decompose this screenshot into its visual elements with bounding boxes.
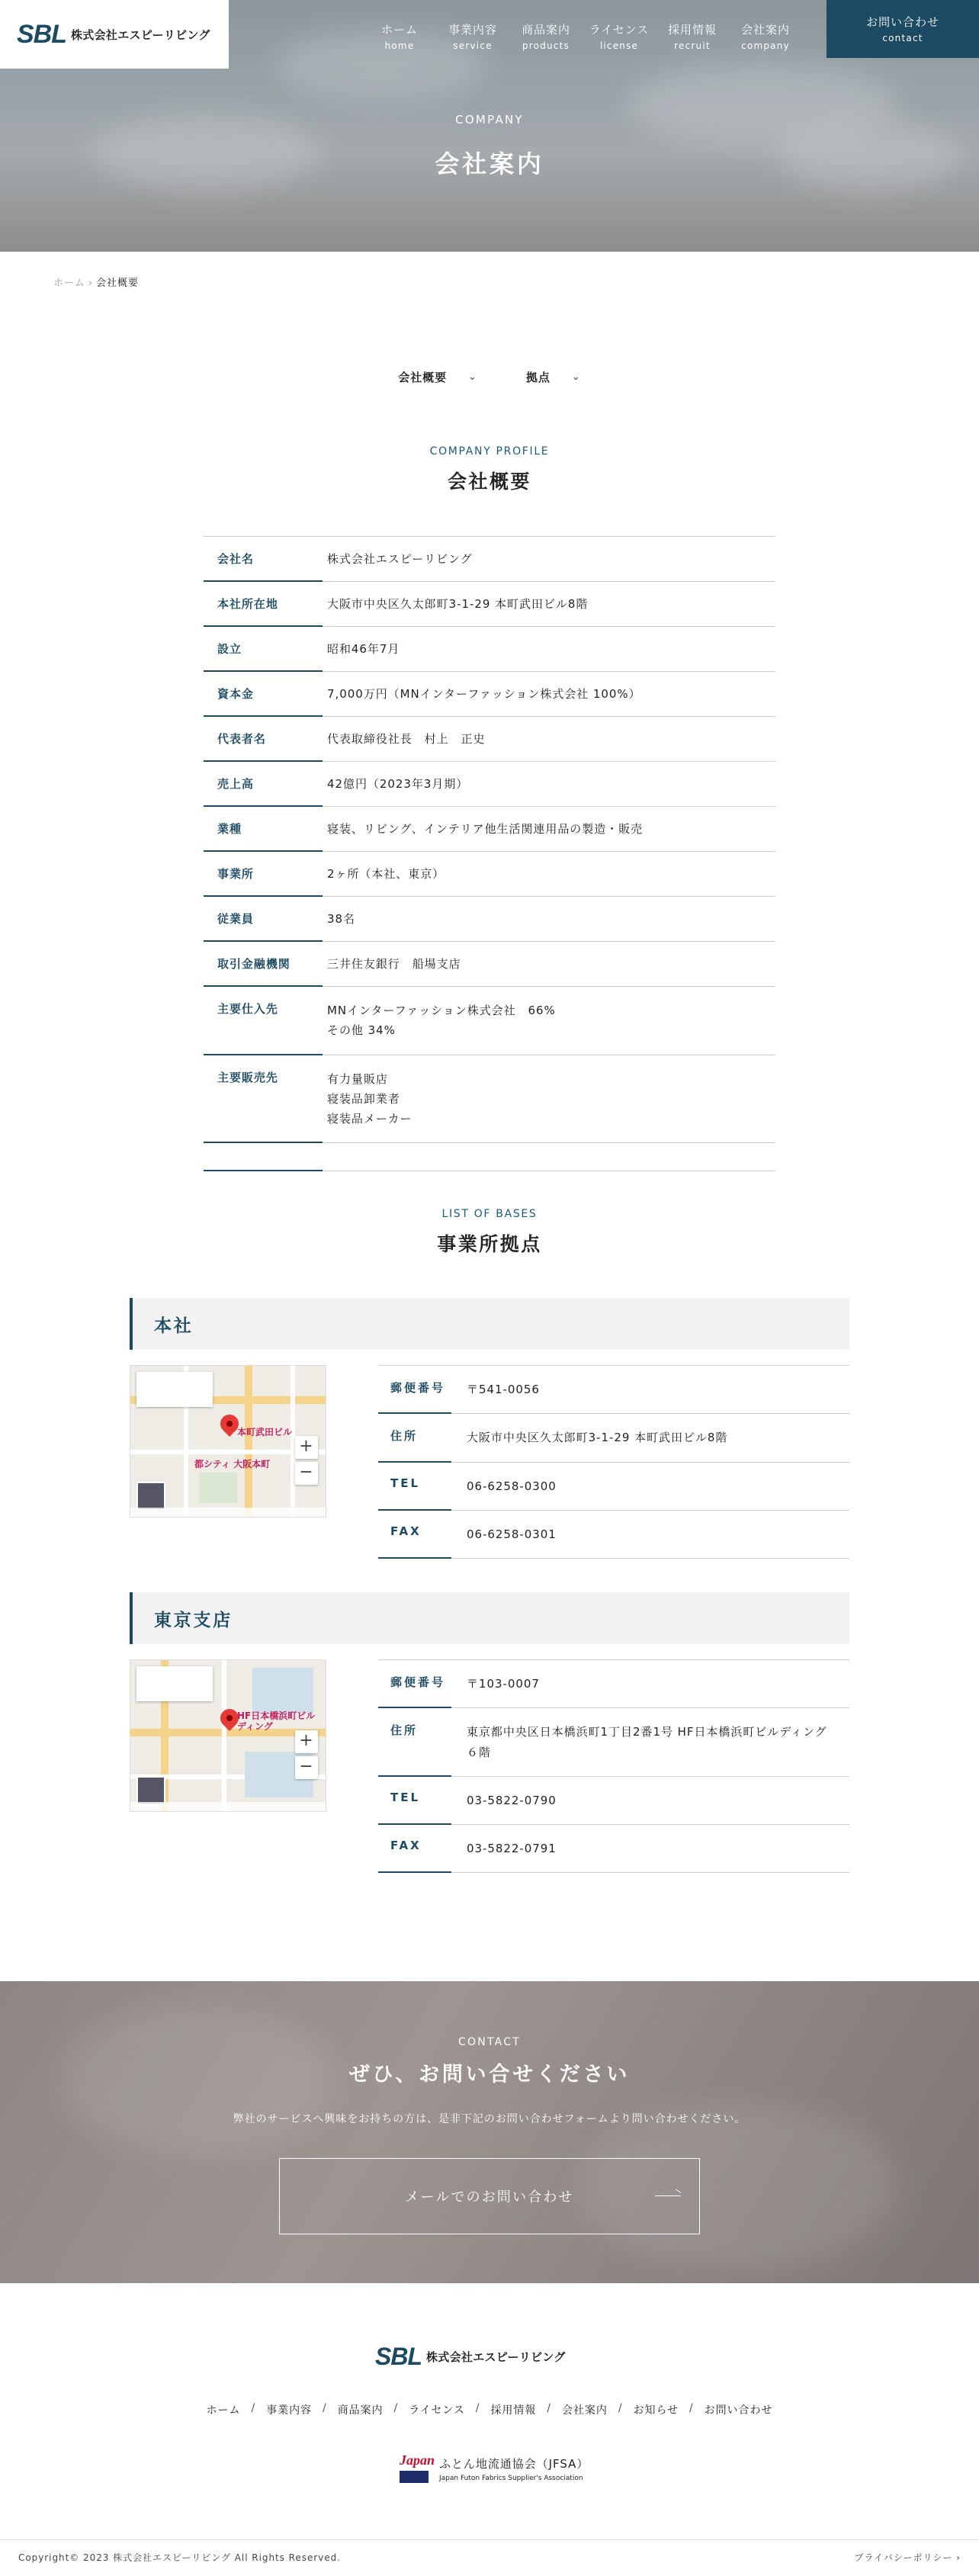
page-title: 会社案内 xyxy=(435,149,544,178)
footer-nav-products[interactable]: 商品案内 xyxy=(337,2404,384,2417)
jfsa-logo-icon: Japan xyxy=(396,2451,432,2486)
table-row: 郵便番号 〒103-0007 xyxy=(378,1660,849,1708)
map-attribution xyxy=(130,1802,326,1811)
table-row: 会社名 株式会社エスピーリビング xyxy=(204,537,775,582)
contact-section-title: ぜひ、お問い合せください xyxy=(348,2063,631,2086)
map-label: 本町武田ビル xyxy=(237,1427,293,1437)
breadcrumb-home[interactable]: ホーム xyxy=(53,278,85,289)
table-row: 主要仕入先 MNインターファッション株式会社 66% その他 34% xyxy=(204,987,775,1055)
contact-section-en: CONTACT xyxy=(457,2036,522,2048)
logo-mark: SBL xyxy=(17,19,66,49)
zoom-out-icon[interactable]: − xyxy=(295,1756,318,1779)
contact-section xyxy=(0,1981,979,2283)
table-row xyxy=(204,1143,775,1171)
table-row: 業種 寝装、リビング、インテリア他生活関連用品の製造・販売 xyxy=(204,807,775,852)
footer-nav-license[interactable]: ライセンス xyxy=(409,2404,465,2417)
footer-divider xyxy=(0,2539,979,2540)
map-attribution xyxy=(130,1508,326,1517)
company-profile-table xyxy=(204,536,775,1171)
nav-products[interactable]: 商品案内 products xyxy=(522,23,570,51)
table-row: TEL 03-5822-0790 xyxy=(378,1777,849,1825)
footer-nav-news[interactable]: お知らせ xyxy=(633,2404,679,2417)
header-contact-button[interactable]: お問い合わせ contact xyxy=(827,0,979,58)
map-label: HF日本橋浜町ビルディング xyxy=(237,1710,316,1732)
tab-bases[interactable]: 拠点 ⌄ xyxy=(525,371,581,384)
footer-nav-company[interactable]: 会社案内 xyxy=(562,2404,608,2417)
map-satellite-toggle[interactable] xyxy=(136,1776,165,1805)
table-row: FAX 03-5822-0791 xyxy=(378,1825,849,1873)
footer-nav-recruit[interactable]: 採用情報 xyxy=(490,2404,537,2417)
nav-recruit[interactable]: 採用情報 recruit xyxy=(668,23,717,51)
table-row: 本社所在地 大阪市中央区久太郎町3-1-29 本町武田ビル8階 xyxy=(204,582,775,627)
office-heading-head: 本社 xyxy=(130,1298,849,1350)
tab-company-profile[interactable]: 会社概要 ⌄ xyxy=(398,371,477,384)
map-label: 都シティ 大阪本町 xyxy=(194,1459,271,1469)
table-row: 取引金融機関 三井住友銀行 船場支店 xyxy=(204,942,775,987)
footer-nav-contact[interactable]: お問い合わせ xyxy=(704,2404,773,2417)
footer-logo[interactable]: SBL 株式会社エスピーリビング xyxy=(375,2343,566,2370)
bases-section-title: 事業所拠点 xyxy=(437,1233,542,1255)
nav-license[interactable]: ライセンス license xyxy=(589,23,650,51)
breadcrumb-separator: › xyxy=(88,278,94,289)
breadcrumb-current: 会社概要 xyxy=(96,278,139,289)
table-row: 事業所 2ヶ所（本社、東京） xyxy=(204,852,775,897)
table-row: 従業員 38名 xyxy=(204,897,775,942)
nav-company[interactable]: 会社案内 company xyxy=(741,23,790,51)
zoom-out-icon[interactable]: − xyxy=(295,1462,318,1485)
jfsa-name-en: Japan Futon Fabrics Supplier's Association xyxy=(439,2474,583,2482)
nav-service[interactable]: 事業内容 service xyxy=(448,23,497,51)
map-satellite-toggle[interactable] xyxy=(136,1482,165,1511)
map-info-box xyxy=(136,1372,213,1407)
logo-text: 株式会社エスピーリビング xyxy=(71,27,210,42)
table-row: 代表者名 代表取締役社長 村上 正史 xyxy=(204,717,775,762)
map-info-box xyxy=(136,1666,213,1701)
table-row: 資本金 7,000万円（MNインターファッション株式会社 100%） xyxy=(204,672,775,717)
jfsa-banner[interactable] xyxy=(396,2451,589,2486)
profile-section-en: COMPANY PROFILE xyxy=(429,445,550,458)
table-row: 住所 大阪市中央区久太郎町3-1-29 本町武田ビル8階 xyxy=(378,1414,849,1462)
zoom-in-icon[interactable]: + xyxy=(295,1436,318,1459)
office-heading-tokyo: 東京支店 xyxy=(130,1592,849,1644)
footer-nav-service[interactable]: 事業内容 xyxy=(266,2404,313,2417)
contact-description: 弊社のサービスへ興味をお持ちの方は、是非下記のお問い合わせフォームより問い合わせください。 xyxy=(233,2113,746,2125)
table-row: TEL 06-6258-0300 xyxy=(378,1463,849,1511)
table-row: FAX 06-6258-0301 xyxy=(378,1511,849,1559)
global-nav xyxy=(363,21,802,51)
table-row: 住所 東京都中央区日本橋浜町1丁目2番1号 HF日本橋浜町ビルディング６階 xyxy=(378,1708,849,1777)
table-row: 主要販売先 有力量販店 寝装品卸業者 寝装品メーカー xyxy=(204,1055,775,1144)
jfsa-name: ふとん地流通協会（JFSA） xyxy=(439,2456,589,2471)
chevron-down-icon: ⌄ xyxy=(468,371,477,383)
arrow-right-icon xyxy=(655,2195,681,2196)
office-table-tokyo xyxy=(378,1659,849,1873)
site-logo[interactable] xyxy=(0,0,229,69)
footer-nav: ホーム / 事業内容 / 商品案内 / ライセンス / 採用情報 / 会社案内 / お知らせ / お問い合わせ xyxy=(206,2402,773,2417)
privacy-policy-link[interactable]: プライバシーポリシー › xyxy=(854,2552,961,2563)
office-map-tokyo[interactable] xyxy=(130,1659,326,1812)
mail-contact-button[interactable]: メールでのお問い合わせ xyxy=(279,2158,700,2234)
chevron-down-icon: ⌄ xyxy=(571,371,581,383)
zoom-in-icon[interactable]: + xyxy=(295,1730,318,1753)
table-row: 郵便番号 〒541-0056 xyxy=(378,1366,849,1414)
office-map-head[interactable] xyxy=(130,1365,326,1518)
table-row: 売上高 42億円（2023年3月期） xyxy=(204,762,775,807)
table-row: 設立 昭和46年7月 xyxy=(204,627,775,672)
bases-section-en: LIST OF BASES xyxy=(441,1208,538,1220)
profile-section-title: 会社概要 xyxy=(447,471,531,493)
anchor-tabs xyxy=(0,369,979,385)
copyright: Copyright© 2023 株式会社エスピーリビング All Rights Reserved. xyxy=(18,2552,341,2563)
footer-nav-home[interactable]: ホーム xyxy=(206,2404,241,2417)
nav-home[interactable]: ホーム home xyxy=(381,23,418,51)
breadcrumb xyxy=(53,275,139,289)
office-table-head xyxy=(378,1365,849,1559)
hero-subtitle: COMPANY xyxy=(455,113,524,127)
